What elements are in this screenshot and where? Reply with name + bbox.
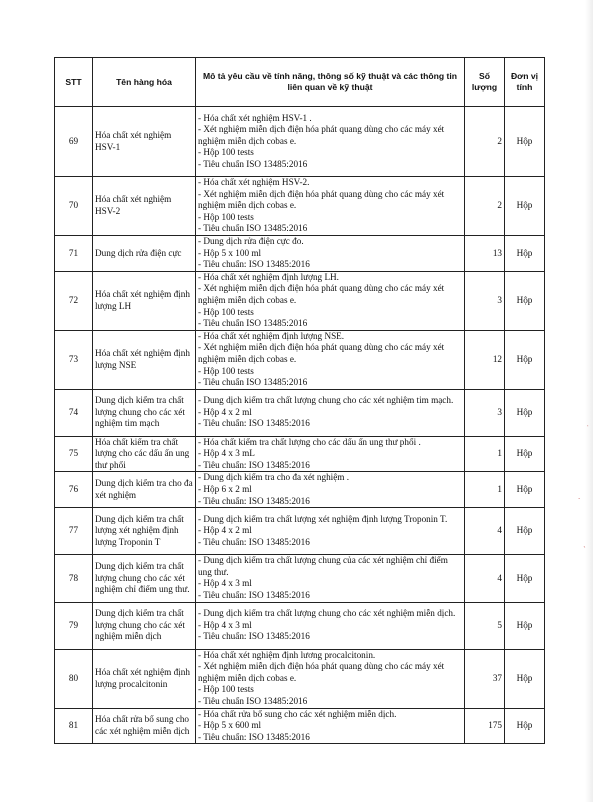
row-quantity: 2	[465, 107, 505, 177]
description-line: - Hộp 100 tests	[198, 211, 254, 222]
header-item-name: Tên hàng hóa	[93, 58, 196, 107]
row-description	[196, 389, 465, 436]
description-line: - Hộp 100 tests	[198, 365, 254, 376]
row-description	[196, 271, 465, 330]
margin-mark: ·	[578, 495, 581, 503]
row-unit: Hộp	[505, 649, 545, 708]
description-line: - Hộp 6 x 2 ml	[198, 484, 252, 495]
row-stt: 70	[55, 177, 93, 236]
row-description	[196, 436, 465, 472]
row-quantity: 4	[465, 555, 505, 602]
row-stt: 76	[55, 472, 93, 508]
description-line: - Tiêu chuẩn ISO 13485:2016	[198, 318, 308, 329]
row-unit: Hộp	[505, 708, 545, 744]
row-description	[196, 602, 465, 649]
row-description	[196, 330, 465, 389]
description-line: - Dung dịch kiểm tra chất lượng xét nghiệm định lượng Troponin T.	[198, 513, 448, 524]
row-item-name: Dung dịch rửa điện cực	[93, 235, 196, 271]
row-description	[196, 472, 465, 508]
row-stt: 71	[55, 235, 93, 271]
description-line: - Hộp 100 tests	[198, 147, 254, 158]
description-line: - Hộp 5 x 600 ml	[198, 720, 262, 731]
row-item-name: Hóa chất xét nghiệm HSV-1	[93, 107, 196, 177]
table-row	[55, 177, 545, 236]
row-stt: 79	[55, 602, 93, 649]
row-description	[196, 649, 465, 708]
description-line: - Xét nghiệm miễn dịch điện hóa phát quang dùng cho các máy xét nghiệm miễn dịch cobas e.	[198, 188, 445, 211]
row-quantity: 12	[465, 330, 505, 389]
row-stt: 72	[55, 271, 93, 330]
page-edge-shadow	[585, 0, 593, 802]
row-item-name: Hóa chất xét nghiệm định lượng procalcitonin	[93, 649, 196, 708]
row-quantity: 175	[465, 708, 505, 744]
row-unit: Hộp	[505, 555, 545, 602]
table-row	[55, 708, 545, 744]
row-stt: 78	[55, 555, 93, 602]
row-quantity: 3	[465, 389, 505, 436]
row-unit: Hộp	[505, 235, 545, 271]
description-line: - Tiêu chuẩn: ISO 13485:2016	[198, 459, 310, 470]
table-header-row	[55, 58, 545, 107]
row-stt: 81	[55, 708, 93, 744]
table-row	[55, 472, 545, 508]
description-line: - Xét nghiệm miễn dịch điện hóa phát quang dùng cho các máy xét nghiệm miễn dịch cobas e.	[198, 661, 445, 683]
table-row	[55, 235, 545, 271]
description-line: - Hộp 5 x 100 ml	[198, 247, 262, 258]
margin-mark: ˎ	[583, 540, 587, 548]
table-row	[55, 107, 545, 177]
row-item-name: Hóa chất xét nghiệm định lượng LH	[93, 271, 196, 330]
description-line: - Xét nghiệm miễn dịch điện hóa phát quang dùng cho các máy xét nghiệm miễn dịch cobas e.	[198, 283, 445, 305]
row-stt: 77	[55, 508, 93, 555]
header-stt: STT	[55, 58, 93, 107]
description-line: - Dung dịch rửa điện cực đo.	[198, 235, 304, 246]
description-line: - Hộp 4 x 3 ml	[198, 619, 252, 630]
row-unit: Hộp	[505, 330, 545, 389]
table-row	[55, 389, 545, 436]
row-stt: 75	[55, 436, 93, 472]
row-description	[196, 177, 465, 236]
row-stt: 73	[55, 330, 93, 389]
row-quantity: 1	[465, 472, 505, 508]
description-line: - Hóa chất xét nghiệm định lương procalcitonin.	[198, 649, 376, 660]
table-row	[55, 271, 545, 330]
row-unit: Hộp	[505, 389, 545, 436]
row-description	[196, 708, 465, 744]
row-item-name: Dung dịch kiểm tra chất lượng xét nghiệm định lượng Troponin T	[93, 508, 196, 555]
row-item-name: Hóa chất xét nghiệm định lượng NSE	[93, 330, 196, 389]
table-body	[55, 107, 545, 744]
row-description	[196, 107, 465, 177]
row-quantity: 4	[465, 508, 505, 555]
table-row	[55, 436, 545, 472]
row-unit: Hộp	[505, 508, 545, 555]
row-quantity: 37	[465, 649, 505, 708]
row-stt: 74	[55, 389, 93, 436]
margin-mark: ˙	[586, 425, 590, 433]
row-item-name: Dung dịch kiểm tra chất lượng chung cho các xét nghiệm tim mạch	[93, 389, 196, 436]
description-line: - Hộp 4 x 3 mL	[198, 448, 255, 459]
row-unit: Hộp	[505, 602, 545, 649]
description-line: - Hóa chất kiểm tra chất lượng cho các dấu ấn ung thư phổi .	[198, 436, 421, 447]
equipment-spec-table	[54, 57, 545, 744]
row-item-name: Dung dịch kiểm tra chất lượng chung cho các xét nghiệm chỉ điểm ung thư.	[93, 555, 196, 602]
description-line: - Hóa chất rửa bổ sung cho các xét nghiệm miễn dịch.	[198, 708, 397, 719]
description-line: - Hộp 100 tests	[198, 306, 254, 317]
row-stt: 80	[55, 649, 93, 708]
description-line: - Tiêu chuẩn: ISO 13485:2016	[198, 537, 310, 548]
row-unit: Hộp	[505, 271, 545, 330]
description-line: - Tiêu chuẩn ISO 13485:2016	[198, 223, 308, 234]
description-line: - Tiêu chuẩn: ISO 13485:2016	[198, 418, 310, 429]
row-stt: 69	[55, 107, 93, 177]
description-line: - Xét nghiệm miễn dịch điện hóa phát quang dùng cho các máy xét nghiệm miễn dịch cobas e.	[198, 342, 445, 364]
row-quantity: 5	[465, 602, 505, 649]
row-description	[196, 508, 465, 555]
description-line: - Tiêu chuẩn: ISO 13485:2016	[198, 631, 310, 642]
description-line: - Tiêu chuẩn: ISO 13485:2016	[198, 495, 310, 506]
description-line: - Dung dịch kiểm tra cho đa xét nghiệm .	[198, 472, 350, 483]
row-quantity: 2	[465, 177, 505, 236]
description-line: - Hộp 4 x 2 ml	[198, 525, 252, 536]
description-line: - Dung dịch kiểm tra chất lượng chung của các xét nghiệm chỉ điểm ung thư.	[198, 555, 448, 577]
table-row	[55, 649, 545, 708]
description-line: - Hóa chất xét nghiệm định lượng NSE.	[198, 330, 345, 341]
header-quantity: Số lượng	[465, 58, 505, 107]
row-description	[196, 555, 465, 602]
description-line: - Hóa chất xét nghiệm định lượng LH.	[198, 271, 339, 282]
header-description: Mô tả yêu cầu về tính năng, thông số kỹ thuật và các thông tin liên quan về kỹ thuật	[196, 58, 465, 107]
description-line: - Tiêu chuẩn ISO 13485:2016	[198, 696, 308, 706]
description-line: - Hộp 4 x 3 ml	[198, 578, 252, 589]
row-quantity: 13	[465, 235, 505, 271]
header-unit: Đơn vị tính	[505, 58, 545, 107]
row-item-name: Hóa chất rửa bổ sung cho các xét nghiệm miễn dịch	[93, 708, 196, 744]
description-line: - Hóa chất xét nghiệm HSV-1 .	[198, 112, 312, 123]
description-line: - Tiêu chuẩn ISO 13485:2016	[198, 377, 308, 388]
row-unit: Hộp	[505, 436, 545, 472]
description-line: - Tiêu chuẩn: ISO 13485:2016	[198, 590, 310, 601]
row-quantity: 1	[465, 436, 505, 472]
description-line: - Hóa chất xét nghiệm HSV-2.	[198, 177, 310, 187]
row-unit: Hộp	[505, 107, 545, 177]
description-line: - Dung dịch kiểm tra chất lượng chung cho các xét nghiệm tim mạch.	[198, 395, 454, 406]
description-line: - Tiêu chuẩn: ISO 13485:2016	[198, 259, 310, 270]
row-item-name: Hóa chất kiểm tra chất lượng cho các dấu ấn ung thư phổi	[93, 436, 196, 472]
description-line: - Tiêu chuẩn ISO 13485:2016	[198, 158, 308, 169]
description-line: - Hộp 100 tests	[198, 684, 254, 695]
table-row	[55, 555, 545, 602]
table-row	[55, 508, 545, 555]
row-unit: Hộp	[505, 177, 545, 236]
row-item-name: Dung dịch kiểm tra cho đa xét nghiệm	[93, 472, 196, 508]
row-quantity: 3	[465, 271, 505, 330]
description-line: - Dung dịch kiểm tra chất lượng chung cho các xét nghiệm miễn dịch.	[198, 608, 456, 619]
row-description	[196, 235, 465, 271]
row-item-name: Hóa chất xét nghiệm HSV-2	[93, 177, 196, 236]
row-unit: Hộp	[505, 472, 545, 508]
table-row	[55, 330, 545, 389]
description-line: - Xét nghiệm miễn dịch điện hóa phát quang dùng cho các máy xét nghiệm miễn dịch cobas e.	[198, 124, 445, 146]
description-line: - Hộp 4 x 2 ml	[198, 406, 252, 417]
row-item-name: Dung dịch kiểm tra chất lượng chung cho các xét nghiệm miễn dịch	[93, 602, 196, 649]
table-row	[55, 602, 545, 649]
description-line: - Tiêu chuẩn: ISO 13485:2016	[198, 731, 310, 742]
